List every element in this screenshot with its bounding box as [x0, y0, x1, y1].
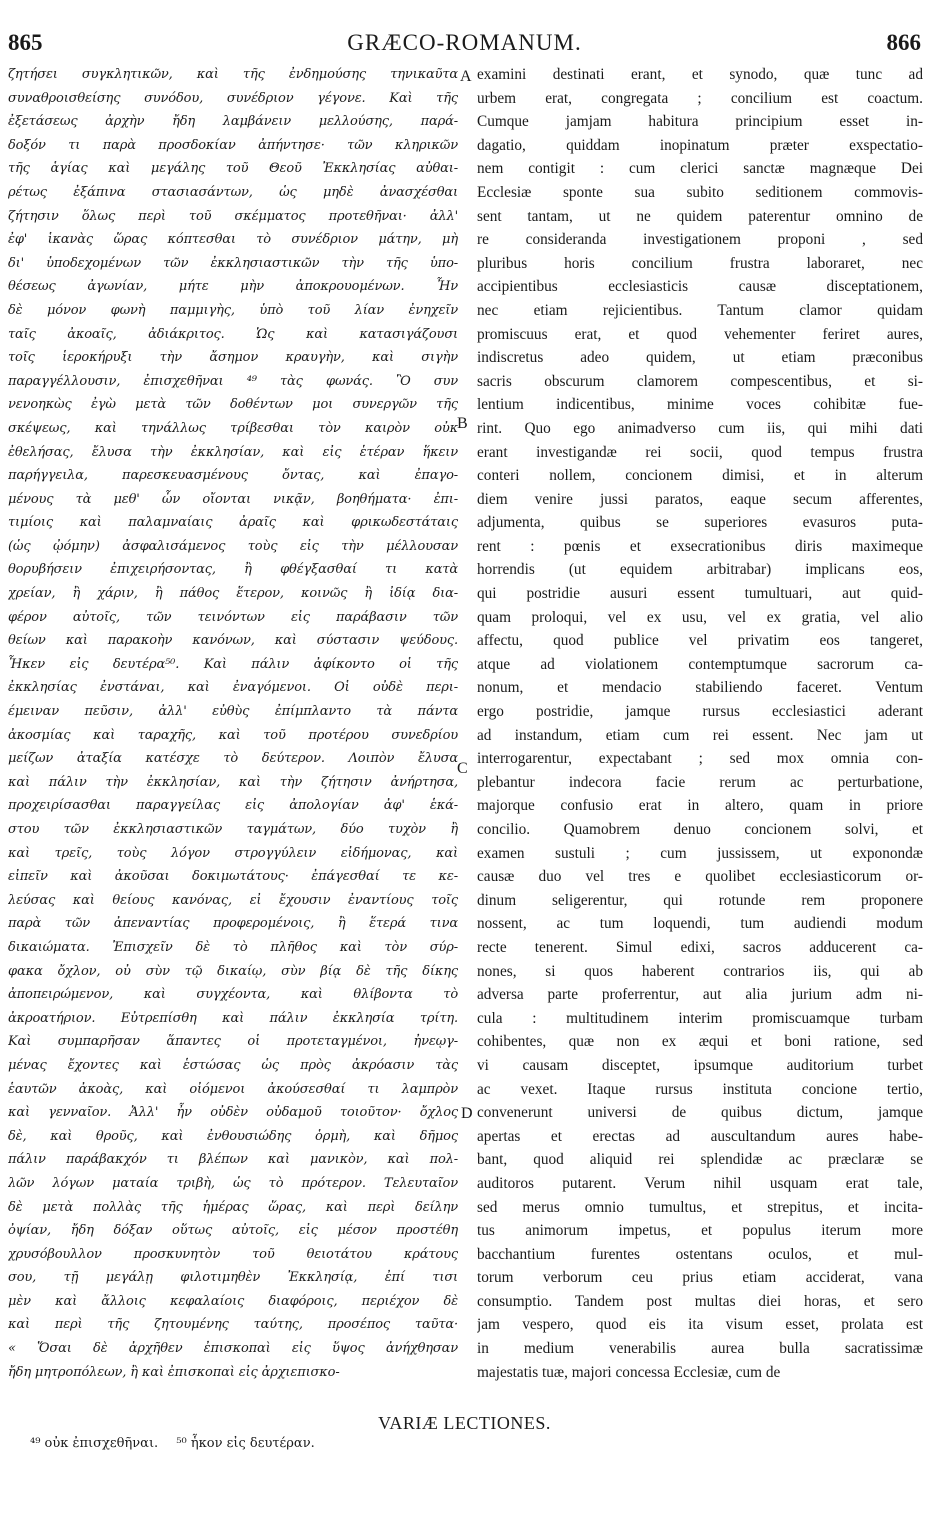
latin-text-line: Cumque jamjam habitura principium esset in- [477, 113, 923, 131]
latin-text-line: nonum, et mendacio stabiliendo faceret. Ventum [477, 679, 923, 697]
latin-text-line: torum verborum ceu prius etiam acciderat, vana [477, 1269, 923, 1287]
greek-text-line: τοῖς ἱεροκήρυξι τὴν ἄσημον κραυγὴν, καὶ σιγὴν [8, 350, 458, 366]
greek-column [8, 63, 458, 1384]
latin-text-line: majestatis tuæ, majori concessa Ecclesiæ, cum de [477, 1363, 781, 1381]
latin-text-line: causæ duo vel tres e quolibet ecclesiasticorum or- [477, 868, 923, 886]
greek-text-line: δὲ μετὰ πολλὰς τῆς ἡμέρας ὥρας, καὶ περὶ δείλην [8, 1199, 458, 1215]
greek-text-line: μένας ἔχοντες καὶ ἑστώσας ὡς πρὸς ἀκρόασιν τὰς [8, 1057, 458, 1073]
variae-lectiones-notes [30, 1436, 329, 1451]
latin-text-line: sent tantam, ut ne quidem paterentur omnino de [477, 207, 923, 225]
greek-text-line: θορυβήσειν ἐπιχειρήσοντας, ἢ φθέγξασθαί τι κατὰ [8, 562, 458, 578]
latin-text-line: majorque confusio erat in altero, quam in priore [477, 797, 923, 815]
latin-text-line: nec etiam rejicientibus. Tantum clamor quidam [477, 301, 923, 319]
latin-text-line: rint. Quo ego animadverso cum iis, qui mihi dati [477, 419, 923, 437]
greek-text-line: δι' ὑποδεχομένων τῶν ἐκκλησιαστικῶν τὴν τῆς ὑπο- [8, 255, 458, 271]
latin-text-line: bacchantium furentes ostentans oculos, et mul- [477, 1245, 923, 1263]
latin-text-line: nones, si quos haberent contrarios iis, qui ab [477, 962, 923, 980]
latin-text-line: adjumenta, quibus se superiores evasuros puta- [477, 514, 923, 532]
greek-text-line: εἰπεῖν καὶ ἀκοῦσαι δοκιμωτάτους· ἐπάγεσθαί τε κε- [8, 869, 458, 885]
latin-text-line: cula : multitudinem interim promiscuamque turbam [477, 1009, 923, 1027]
latin-text-line: horrendis (ut equidem arbitrabar) implicans eos, [477, 561, 923, 579]
latin-text-line: diem venire jussi paratos, eaque secum afferentes, [477, 490, 923, 508]
greek-text-line: δὲ μόνον φωνὴ παμμιγὴς, ὑπὸ τοῦ λίαν ἐνηχεῖν [8, 302, 458, 318]
greek-text-line: ἀποπειρώμενον, καὶ συγχέοντα, καὶ θλίβοντα τὸ [8, 987, 458, 1003]
latin-text-line: apertas et erectas ad auscultandum aures habe- [477, 1127, 923, 1145]
greek-text-line: δοξόν τι παρὰ προσδοκίαν ἀπήντησε· τῶν κληρικῶν [8, 137, 458, 153]
greek-text-line: καὶ τρεῖς, τοὺς λόγον στρογγύλειν εἰδήμονας, καὶ [8, 845, 458, 861]
latin-text-line: re consideranda investigationem proponi , sed [477, 231, 923, 249]
latin-text-line: bant, quod aliquid rei splendidæ ac præclaræ se [477, 1151, 923, 1169]
greek-text-line: τῆς ἁγίας καὶ μεγάλης τοῦ Θεοῦ Ἐκκλησίας αὐθαι- [8, 161, 458, 177]
latin-text-line: recte tenerent. Simul edixi, sacros adducerent ca- [477, 938, 923, 956]
latin-text-line: ac vexet. Itaque rursus instituta concione tertio, [477, 1080, 923, 1098]
greek-text-line: σου, τῇ μεγάλῃ φιλοτιμηθὲν Ἐκκλησίᾳ, ἐπί τισι [8, 1270, 458, 1286]
greek-text-line: μένους τὰ μεθ' ὧν οἴονται νικᾷν, βοηθήματα· ἐπι- [8, 491, 458, 507]
greek-text-line: λεύσας καὶ θείους κανόνας, εἰ ἔχουσιν ἐναντίους τοῖς [8, 892, 458, 908]
greek-text-line: προχειρίσασθαι παραγγείλας εἰς ἀπολογίαν ἀφ' ἑκά- [8, 798, 458, 814]
greek-text-line: ἐφ' ἱκανὰς ὥρας κόπτεσθαι τὸ συνέδριον μάτην, μὴ [8, 232, 458, 248]
page-header [8, 30, 921, 60]
latin-text-line: qui postridie ausuri essent tumultuari, aut quid- [477, 585, 923, 603]
greek-text-line: ἀκροατήριον. Εὐτρεπίσθη καὶ πάλιν ἐκκλησία τρίτη. [8, 1010, 458, 1026]
greek-text-line: παρὰ τῶν ἀπεναντίας προφερομένοις, ἢ ἕτερά τινα [8, 916, 458, 932]
page-number-right: 866 [886, 30, 921, 55]
latin-text-line: concilio. Quamobrem denuo concionem solvi, et [477, 821, 923, 838]
greek-text-line: πάλιν παράβακχόν τι βλέπων καὶ μανικὸν, καὶ πολ- [8, 1152, 458, 1168]
latin-text-line: dagatio, quiddam inopinatum præter exspectatio- [477, 136, 923, 154]
latin-text-line: adversa parte proferrentur, aut alia jurium adm ni- [477, 986, 923, 1004]
greek-text-line: ζήτησιν ὅλως περὶ τοῦ σκέμματος προτεθῆναι· ἀλλ' [8, 208, 458, 224]
greek-text-line: (ὡς ᾠόμην) ἀσφαλισάμενος τοὺς εἰς τὴν μέλλουσαν [8, 538, 458, 554]
greek-text-line: δικαιώματα. Ἐπισχεῖν δὲ τὸ πλῆθος καὶ τὸν σύρ- [8, 939, 458, 955]
latin-text-line: urbem erat, congregata ; concilium est coactum. [477, 89, 923, 107]
latin-text-line: sacris obscurum clamorem compescentibus, et si- [477, 372, 923, 390]
latin-text-line: lentium indicentibus, minime voces cohibitæ fue- [477, 396, 923, 414]
latin-text-line: examen sustuli ; cum jussissem, ut exponondæ [477, 844, 923, 862]
greek-text-line: ἑαυτῶν ἀκοὰς, καὶ οἰόμενοι ἀκούσεσθαί τι λαμπρὸν [8, 1081, 458, 1097]
greek-text-line: δὲ, καὶ θροῦς, καὶ ἐνθουσιώδης ὁρμὴ, καὶ δῆμος [8, 1128, 458, 1144]
greek-text-line: ἤδη μητροπόλεων, ἢ καὶ ἐπισκοπαὶ εἰς ἀρχιεπισκο- [8, 1364, 340, 1380]
greek-text-line: παραγγέλλουσιν, ἐπισχεθῆναι ⁴⁹ τὰς φωνάς. Ὃ συν [8, 373, 458, 389]
latin-text-line: promiscuus erat, et quod vehementer feriret aures, [477, 325, 923, 343]
latin-text-line: interrogarentur, expectabant ; sed mox omnia con- [477, 750, 923, 768]
greek-text-line: ζητήσει συγκλητικῶν, καὶ τῆς ἐνδημούσης τηνικαῦτα [8, 67, 458, 82]
latin-column [477, 63, 923, 1384]
greek-text-line: στου τῶν ἐκκλησιαστικῶν ταγμάτων, δύο τυχὸν ἢ [8, 822, 458, 837]
latin-text-line: rent : pœnis et exsecrationibus diris maximeque [477, 537, 923, 555]
latin-text-line: erant investigandæ rei socii, quod tempus frustra [477, 443, 923, 461]
greek-text-line: τιμίοις καὶ παλαμναίαις ἀραῖς καὶ φρικωδεστάταις [8, 515, 458, 531]
latin-text-line: quam proloqui, vel ex usu, vel ex gratia, vel alio [477, 608, 923, 626]
greek-text-line: συναθροισθείσης συνόδου, συνέδριον γέγονε. Καὶ τῆς [8, 90, 458, 106]
latin-text-line: in medium venerabilis aurea bulla sacratissimæ [477, 1340, 923, 1358]
latin-text-line: Ecclesiæ sponte sua subito seditionem commovis- [477, 183, 923, 201]
latin-text-line: convenerunt universi de quibus dictum, jamque [477, 1104, 923, 1122]
latin-text-line: sed merus omnio tumultus, et strepitus, et incita- [477, 1198, 923, 1216]
latin-text-line: affectu, quod publice vel privatim eos tangeret, [477, 632, 923, 650]
greek-text-line: χρείαν, ἢ χάριν, ἢ πάθος ἕτερον, κοινῶς ἢ ἰδίᾳ δια- [8, 586, 458, 602]
latin-text-line: cohibentes, quæ non ex æqui et boni ratione, sed [477, 1033, 923, 1051]
greek-text-line: έμειναν πεῦσιν, ἀλλ' εὐθὺς ἐπίμπλαντο τὰ πάντα [8, 704, 458, 720]
latin-text-line: tus animorum impetus, et populus iterum more [477, 1222, 923, 1240]
running-title: GRÆCO-ROMANUM. [347, 30, 582, 55]
latin-text-line: indiscretus adeo quidem, ut etiam præconibus [477, 349, 923, 367]
greek-text-line: ταῖς ἀκοαῖς, ἀδιάκριτος. Ὡς καὶ κατασιγάζουσι [8, 326, 458, 342]
greek-text-line: Ἧκεν εἰς δευτέρα⁵⁰. Καὶ πάλιν ἀφίκοντο οἱ τῆς [8, 656, 458, 672]
latin-text-line: plebantur indecora facie rerum ac perturbatione, [477, 773, 923, 791]
greek-text-line: σκέψεως, καὶ τηνάλλως τρίβεσθαι τὸν καιρὸν οὐκ [8, 420, 458, 436]
latin-text-line: consumptio. Tandem post multas diei horas, et sero [477, 1292, 923, 1310]
greek-text-line: ρέτως ἐξάπινα στασιασάντων, ὡς μηδὲ ἀνασχέσθαι [8, 184, 458, 200]
margin-letter-a: A [460, 68, 472, 85]
latin-text-line: accipientibus ecclesiasticis causæ disceptationem, [477, 278, 923, 296]
greek-text-line: παρήγγειλα, παρεσκευασμένους ὄντας, καὶ ἐπαγο- [8, 468, 458, 484]
latin-text-line: ergo postridie, jamque rursus ecclesiastici aderant [477, 703, 923, 721]
margin-letter-b: B [457, 415, 468, 432]
greek-text-line: θείων καὶ παρακοὴν κανόνων, καὶ σύστασιν ψεύδους. [8, 633, 458, 649]
latin-text-line: auditoros putarent. Verum nihil usquam erat tale, [477, 1174, 923, 1192]
greek-text-line: ἐκκλησίας ἐνστάναι, καὶ ἐναγόμενοι. Οἱ οὐδὲ περι- [8, 680, 458, 696]
greek-text-line: καὶ πάλιν τὴν ἐκκλησίαν, καὶ τὴν ζήτησιν ἀνήρτησα, [8, 774, 458, 790]
greek-text-line: μὲν καὶ ἄλλοις κεφαλαίοις διαφόροις, περιέχον δὲ [8, 1293, 458, 1309]
greek-text-line: χρυσόβουλλον προσκυνητὸν τοῦ θειοτάτου κράτους [8, 1246, 458, 1262]
latin-text-line: dinum seligerentur, qui rotunde rem proponere [477, 891, 923, 909]
greek-text-line: ἐξετάσεως ἀρχὴν ἤδη λαμβάνειν μελλούσης, παρά- [8, 114, 458, 130]
latin-text-line: vi causam disceptet, ipsumque auditorium turbet [477, 1056, 923, 1074]
variae-lectiones-title: VARIÆ LECTIONES. [378, 1413, 551, 1433]
greek-text-line: καὶ περὶ τῆς ζητουμένης ταύτης, προσέπος ταῦτα· [8, 1317, 458, 1333]
margin-letter-d: D [461, 1105, 473, 1122]
latin-text-line: examini destinati erant, et synodo, quæ tunc ad [477, 66, 923, 83]
greek-text-line: φακα ὄχλον, οὐ σὺν τῷ δικαίῳ, σὺν βίᾳ δὲ τῆς δίκης [8, 963, 458, 979]
greek-text-line: ὀψίαν, ἤδη δόξαν οὕτως αὐτοῖς, εἰς μέσον προστέθη [8, 1223, 458, 1239]
greek-text-line: θέσεως ἀγωνίαν, μήτε μὴν ἀποκρουομένων. Ἦν [8, 279, 458, 295]
greek-text-line: ἀκοσμίας καὶ ταραχῆς, καὶ τοῦ προτέρου συνεδρίου [8, 727, 458, 743]
greek-text-line: νενοηκὼς ἐγὼ μετὰ τῶν δοθέντων μοι συνεργῶν τῆς [8, 397, 458, 413]
latin-text-line: pluribus horis concilium frustra laboraret, nec [477, 254, 923, 272]
greek-text-line: μείζων ἀταξία κατέσχε τὸ δεύτερον. Λοιπὸν ἔλυσα [8, 751, 458, 767]
greek-text-line: ἐθελήσας, ἔλυσα τὴν ἐκκλησίαν, καὶ εἰς ἑτέραν ἥκειν [8, 444, 458, 460]
page-number-left: 865 [8, 30, 43, 55]
greek-text-line: Καὶ συμπαρῆσαν ἅπαντες οἱ προτεταγμένοι, ἠνεῳγ- [8, 1034, 458, 1050]
variant-note: ⁴⁹ οὐκ ἐπισχεθῆναι. [30, 1436, 159, 1451]
greek-text-line: φέρον αὐτοῖς, τῶν τεινόντων εἰς παράβασιν τῶν [8, 609, 458, 625]
variant-note: ⁵⁰ ἧκον εἰς δευτέραν. [176, 1436, 315, 1451]
latin-text-line: jam vespero, quod eis ita visum esset, prolata est [477, 1316, 923, 1334]
latin-text-line: nem contigit : cum clerici sanctæ magnæque Dei [477, 160, 923, 178]
greek-text-line: λῶν λόγων ματαία τριβὴ, ὡς τὸ πρότερον. Τελευταῖον [8, 1175, 458, 1191]
margin-letter-c: C [457, 760, 468, 777]
latin-text-line: ad instandum, etiam cum rei essent. Nec jam ut [477, 726, 923, 744]
greek-text-line: καὶ γενναῖον. Ἀλλ' ἦν οὐδὲν οὐδαμοῦ τοιοῦτον· ὄχλος [8, 1105, 458, 1121]
latin-text-line: nossent, ac tum loquendi, tum audiendi modum [477, 915, 923, 933]
latin-text-line: conteri nollem, concionem dimisi, et in alterum [477, 467, 923, 485]
latin-text-line: atque ad violationem contemptumque sacrorum ca- [477, 655, 923, 673]
greek-text-line: « Ὅσαι δὲ ἀρχῆθεν ἐπισκοπαὶ εἰς ὕψος ἀνήχθησαν [8, 1341, 458, 1357]
